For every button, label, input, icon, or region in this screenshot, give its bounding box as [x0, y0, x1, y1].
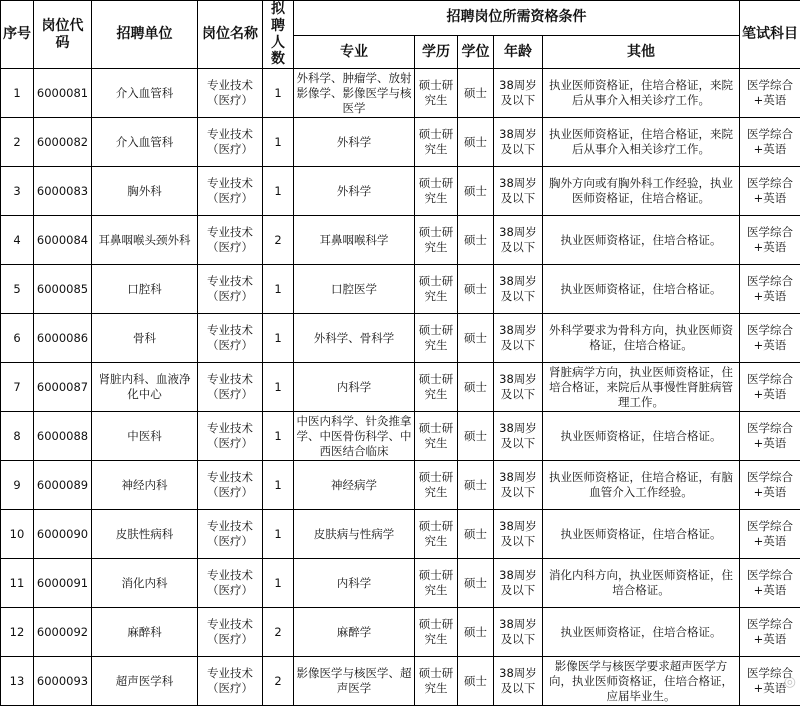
- cell-exam: 医学综合+英语: [740, 608, 800, 657]
- cell-edu: 硕士研究生: [415, 363, 458, 412]
- cell-unit: 介入血管科: [92, 69, 198, 118]
- cell-exam: 医学综合+英语: [740, 216, 800, 265]
- cell-degree: 硕士: [458, 69, 494, 118]
- cell-age: 38周岁及以下: [494, 167, 543, 216]
- cell-major: 中医内科学、针灸推拿学、中医骨伤科学、中西医结合临床: [294, 412, 415, 461]
- cell-post: 专业技术（医疗）: [198, 118, 263, 167]
- table-body: [1, 69, 800, 706]
- cell-other: 执业医师资格证，住培合格证。: [543, 608, 740, 657]
- cell-exam: 医学综合+英语: [740, 363, 800, 412]
- cell-edu: 硕士研究生: [415, 412, 458, 461]
- cell-age: 38周岁及以下: [494, 608, 543, 657]
- cell-age: 38周岁及以下: [494, 510, 543, 559]
- cell-count: 1: [263, 461, 294, 510]
- cell-exam: 医学综合+英语: [740, 657, 800, 706]
- table-row: [1, 412, 800, 461]
- header-edu: 学历: [415, 35, 458, 69]
- cell-seq: 12: [1, 608, 34, 657]
- table-row: [1, 167, 800, 216]
- cell-code: 6000091: [34, 559, 92, 608]
- table-row: [1, 118, 800, 167]
- cell-unit: 骨科: [92, 314, 198, 363]
- cell-degree: 硕士: [458, 314, 494, 363]
- cell-age: 38周岁及以下: [494, 69, 543, 118]
- cell-other: 执业医师资格证，住培合格证。: [543, 216, 740, 265]
- cell-unit: 耳鼻咽喉头颈外科: [92, 216, 198, 265]
- table-row: [1, 69, 800, 118]
- header-code: 岗位代码: [34, 1, 92, 69]
- cell-major: 外科学、骨科学: [294, 314, 415, 363]
- cell-other: 外科学要求为骨科方向，执业医师资格证，住培合格证。: [543, 314, 740, 363]
- cell-code: 6000085: [34, 265, 92, 314]
- cell-seq: 1: [1, 69, 34, 118]
- cell-post: 专业技术（医疗）: [198, 216, 263, 265]
- cell-age: 38周岁及以下: [494, 118, 543, 167]
- cell-count: 1: [263, 314, 294, 363]
- cell-age: 38周岁及以下: [494, 559, 543, 608]
- cell-code: 6000089: [34, 461, 92, 510]
- cell-exam: 医学综合+英语: [740, 510, 800, 559]
- cell-exam: 医学综合+英语: [740, 314, 800, 363]
- cell-post: 专业技术（医疗）: [198, 510, 263, 559]
- cell-code: 6000090: [34, 510, 92, 559]
- cell-seq: 10: [1, 510, 34, 559]
- cell-post: 专业技术（医疗）: [198, 657, 263, 706]
- cell-code: 6000082: [34, 118, 92, 167]
- cell-edu: 硕士研究生: [415, 69, 458, 118]
- cell-edu: 硕士研究生: [415, 461, 458, 510]
- cell-unit: 口腔科: [92, 265, 198, 314]
- cell-unit: 胸外科: [92, 167, 198, 216]
- cell-other: 执业医师资格证，住培合格证。: [543, 265, 740, 314]
- cell-count: 2: [263, 657, 294, 706]
- cell-seq: 9: [1, 461, 34, 510]
- table-row: [1, 608, 800, 657]
- cell-code: 6000086: [34, 314, 92, 363]
- cell-degree: 硕士: [458, 167, 494, 216]
- header-conditions: 招聘岗位所需资格条件: [294, 1, 740, 36]
- cell-count: 1: [263, 412, 294, 461]
- cell-edu: 硕士研究生: [415, 167, 458, 216]
- watermark: ◎: [784, 674, 796, 690]
- cell-age: 38周岁及以下: [494, 216, 543, 265]
- cell-major: 神经病学: [294, 461, 415, 510]
- cell-unit: 皮肤性病科: [92, 510, 198, 559]
- cell-edu: 硕士研究生: [415, 559, 458, 608]
- table-row: [1, 510, 800, 559]
- cell-post: 专业技术（医疗）: [198, 608, 263, 657]
- cell-other: 执业医师资格证，住培合格证。: [543, 510, 740, 559]
- cell-unit: 中医科: [92, 412, 198, 461]
- cell-code: 6000087: [34, 363, 92, 412]
- cell-degree: 硕士: [458, 118, 494, 167]
- cell-code: 6000093: [34, 657, 92, 706]
- cell-count: 1: [263, 118, 294, 167]
- cell-degree: 硕士: [458, 412, 494, 461]
- cell-degree: 硕士: [458, 657, 494, 706]
- cell-degree: 硕士: [458, 461, 494, 510]
- cell-other: 执业医师资格证，住培合格证，来院后从事介入相关诊疗工作。: [543, 118, 740, 167]
- cell-unit: 麻醉科: [92, 608, 198, 657]
- cell-post: 专业技术（医疗）: [198, 314, 263, 363]
- cell-age: 38周岁及以下: [494, 657, 543, 706]
- header-degree: 学位: [458, 35, 494, 69]
- cell-exam: 医学综合+英语: [740, 118, 800, 167]
- cell-degree: 硕士: [458, 608, 494, 657]
- cell-major: 影像医学与核医学、超声医学: [294, 657, 415, 706]
- cell-post: 专业技术（医疗）: [198, 412, 263, 461]
- cell-count: 2: [263, 216, 294, 265]
- cell-major: 内科学: [294, 363, 415, 412]
- header-major: 专业: [294, 35, 415, 69]
- table-row: [1, 559, 800, 608]
- header-exam: 笔试科目: [740, 1, 800, 69]
- cell-exam: 医学综合+英语: [740, 167, 800, 216]
- header-seq: 序号: [1, 1, 34, 69]
- cell-degree: 硕士: [458, 559, 494, 608]
- cell-edu: 硕士研究生: [415, 216, 458, 265]
- table-row: [1, 314, 800, 363]
- header-other: 其他: [543, 35, 740, 69]
- cell-post: 专业技术（医疗）: [198, 363, 263, 412]
- table-row: [1, 265, 800, 314]
- cell-code: 6000088: [34, 412, 92, 461]
- cell-unit: 介入血管科: [92, 118, 198, 167]
- cell-count: 1: [263, 69, 294, 118]
- cell-count: 1: [263, 363, 294, 412]
- cell-post: 专业技术（医疗）: [198, 265, 263, 314]
- table-row: [1, 657, 800, 706]
- cell-count: 1: [263, 559, 294, 608]
- cell-unit: 神经内科: [92, 461, 198, 510]
- cell-seq: 8: [1, 412, 34, 461]
- table-row: [1, 363, 800, 412]
- cell-edu: 硕士研究生: [415, 608, 458, 657]
- header-unit: 招聘单位: [92, 1, 198, 69]
- cell-major: 麻醉学: [294, 608, 415, 657]
- cell-edu: 硕士研究生: [415, 314, 458, 363]
- cell-post: 专业技术（医疗）: [198, 461, 263, 510]
- cell-post: 专业技术（医疗）: [198, 69, 263, 118]
- cell-post: 专业技术（医疗）: [198, 167, 263, 216]
- cell-other: 肾脏病学方向，执业医师资格证，住培合格证，来院后从事慢性肾脏病管理工作。: [543, 363, 740, 412]
- header-count: 拟聘人数: [263, 1, 294, 69]
- cell-edu: 硕士研究生: [415, 510, 458, 559]
- cell-seq: 13: [1, 657, 34, 706]
- cell-exam: 医学综合+英语: [740, 265, 800, 314]
- cell-edu: 硕士研究生: [415, 118, 458, 167]
- cell-major: 口腔医学: [294, 265, 415, 314]
- cell-seq: 5: [1, 265, 34, 314]
- cell-unit: 肾脏内科、血液净化中心: [92, 363, 198, 412]
- cell-seq: 6: [1, 314, 34, 363]
- cell-age: 38周岁及以下: [494, 412, 543, 461]
- cell-code: 6000083: [34, 167, 92, 216]
- cell-major: 皮肤病与性病学: [294, 510, 415, 559]
- cell-degree: 硕士: [458, 265, 494, 314]
- cell-other: 执业医师资格证，住培合格证。: [543, 412, 740, 461]
- cell-seq: 11: [1, 559, 34, 608]
- cell-other: 执业医师资格证，住培合格证，有脑血管介入工作经验。: [543, 461, 740, 510]
- cell-other: 执业医师资格证，住培合格证，来院后从事介入相关诊疗工作。: [543, 69, 740, 118]
- cell-post: 专业技术（医疗）: [198, 559, 263, 608]
- cell-exam: 医学综合+英语: [740, 461, 800, 510]
- cell-count: 1: [263, 265, 294, 314]
- cell-major: 内科学: [294, 559, 415, 608]
- cell-edu: 硕士研究生: [415, 657, 458, 706]
- cell-unit: 消化内科: [92, 559, 198, 608]
- header-age: 年龄: [494, 35, 543, 69]
- cell-other: 消化内科方向，执业医师资格证，住培合格证。: [543, 559, 740, 608]
- table-row: [1, 461, 800, 510]
- cell-count: 1: [263, 167, 294, 216]
- cell-exam: 医学综合+英语: [740, 412, 800, 461]
- cell-code: 6000084: [34, 216, 92, 265]
- cell-code: 6000081: [34, 69, 92, 118]
- cell-code: 6000092: [34, 608, 92, 657]
- cell-major: 耳鼻咽喉科学: [294, 216, 415, 265]
- cell-seq: 4: [1, 216, 34, 265]
- cell-exam: 医学综合+英语: [740, 559, 800, 608]
- cell-major: 外科学: [294, 167, 415, 216]
- cell-age: 38周岁及以下: [494, 363, 543, 412]
- table-row: [1, 216, 800, 265]
- cell-age: 38周岁及以下: [494, 265, 543, 314]
- cell-exam: 医学综合+英语: [740, 69, 800, 118]
- cell-count: 1: [263, 510, 294, 559]
- cell-seq: 7: [1, 363, 34, 412]
- cell-major: 外科学: [294, 118, 415, 167]
- cell-age: 38周岁及以下: [494, 314, 543, 363]
- cell-seq: 2: [1, 118, 34, 167]
- cell-seq: 3: [1, 167, 34, 216]
- header-post: 岗位名称: [198, 1, 263, 69]
- cell-major: 外科学、肿瘤学、放射影像学、影像医学与核医学: [294, 69, 415, 118]
- cell-count: 2: [263, 608, 294, 657]
- cell-unit: 超声医学科: [92, 657, 198, 706]
- cell-age: 38周岁及以下: [494, 461, 543, 510]
- cell-degree: 硕士: [458, 363, 494, 412]
- cell-degree: 硕士: [458, 510, 494, 559]
- cell-edu: 硕士研究生: [415, 265, 458, 314]
- cell-degree: 硕士: [458, 216, 494, 265]
- cell-other: 影像医学与核医学要求超声医学方向，执业医师资格证，住培合格证，应届毕业生。: [543, 657, 740, 706]
- cell-other: 胸外方向或有胸外科工作经验，执业医师资格证，住培合格证。: [543, 167, 740, 216]
